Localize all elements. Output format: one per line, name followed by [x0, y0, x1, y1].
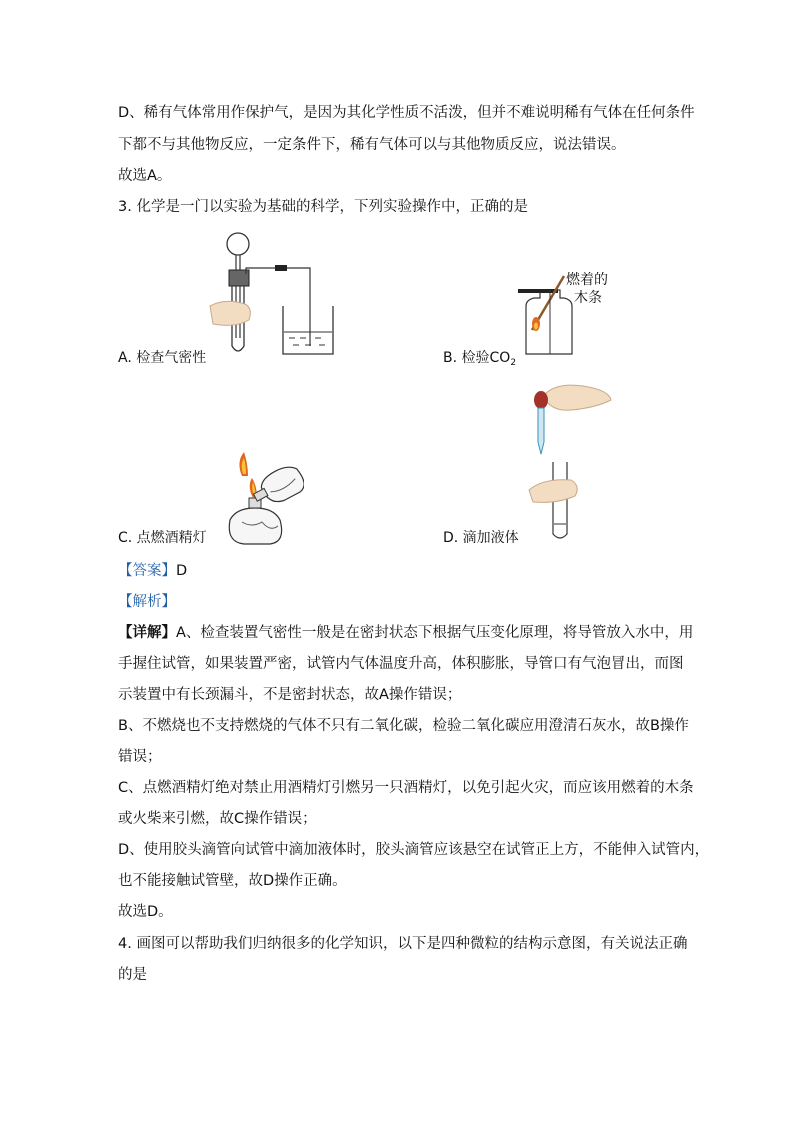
- question-4: 4. 画图可以帮助我们归纳很多的化学知识，以下是四种微粒的结构示意图，有关说法正确: [118, 936, 688, 952]
- text-line: 也不能接触试管壁，故D操作正确。: [118, 873, 347, 889]
- text-line: 故选A。: [118, 168, 172, 184]
- figure-dropping-liquid: [525, 378, 615, 543]
- text-line: 示装置中有长颈漏斗，不是密封状态，故A操作错误；: [118, 687, 462, 703]
- text-line: 错误；: [118, 749, 162, 765]
- answer-line: [118, 561, 187, 581]
- text-line: D、使用胶头滴管向试管中滴加液体时，胶头滴管应该悬空在试管正上方，不能伸入试管内，: [118, 842, 710, 858]
- option-d-label: D. 滴加液体: [443, 530, 519, 546]
- option-a-label: A. 检查气密性: [118, 350, 207, 366]
- analysis-label: 【解析】: [118, 594, 176, 610]
- option-c-label: C. 点燃酒精灯: [118, 530, 207, 546]
- text-line: 或火柴来引燃，故C操作错误；: [118, 811, 317, 827]
- question-3: 3. 化学是一门以实验为基础的科学，下列实验操作中，正确的是: [118, 199, 528, 215]
- figure-alcohol-lamp: [222, 450, 304, 546]
- text-line: 的是: [118, 967, 147, 983]
- answer-label: 【答案】: [118, 563, 176, 579]
- figure-label-burning: 燃着的: [566, 272, 608, 288]
- detail-a-line-1: 【详解】A、检查装置气密性一般是在密封状态下根据气压变化原理，将导管放入水中，用: [118, 625, 694, 641]
- text-line: D、稀有气体常用作保护气，是因为其化学性质不活泼，但并不难说明稀有气体在任何条件: [118, 105, 695, 121]
- detail-label: 【详解】: [118, 625, 176, 641]
- text-line: B、不燃烧也不支持燃烧的气体不只有二氧化碳，检验二氧化碳应用澄清石灰水，故B操作: [118, 718, 689, 734]
- text-line: C、点燃酒精灯绝对禁止用酒精灯引燃另一只酒精灯，以免引起火灾，而应该用燃着的木条: [118, 780, 694, 796]
- figure-airtightness-check: [205, 228, 340, 363]
- answer-value: D: [176, 563, 188, 579]
- text-line: 下都不与其他物反应，一定条件下，稀有气体可以与其他物质反应，说法错误。: [118, 137, 626, 153]
- option-b-label: B. 检验$CO_2$: [443, 350, 517, 368]
- figure-label-stick: 木条: [574, 290, 602, 306]
- text-line: 故选D。: [118, 904, 173, 920]
- text-line: 手握住试管，如果装置严密，试管内气体温度升高，体积膨胀，导管口有气泡冒出，而图: [118, 656, 684, 672]
